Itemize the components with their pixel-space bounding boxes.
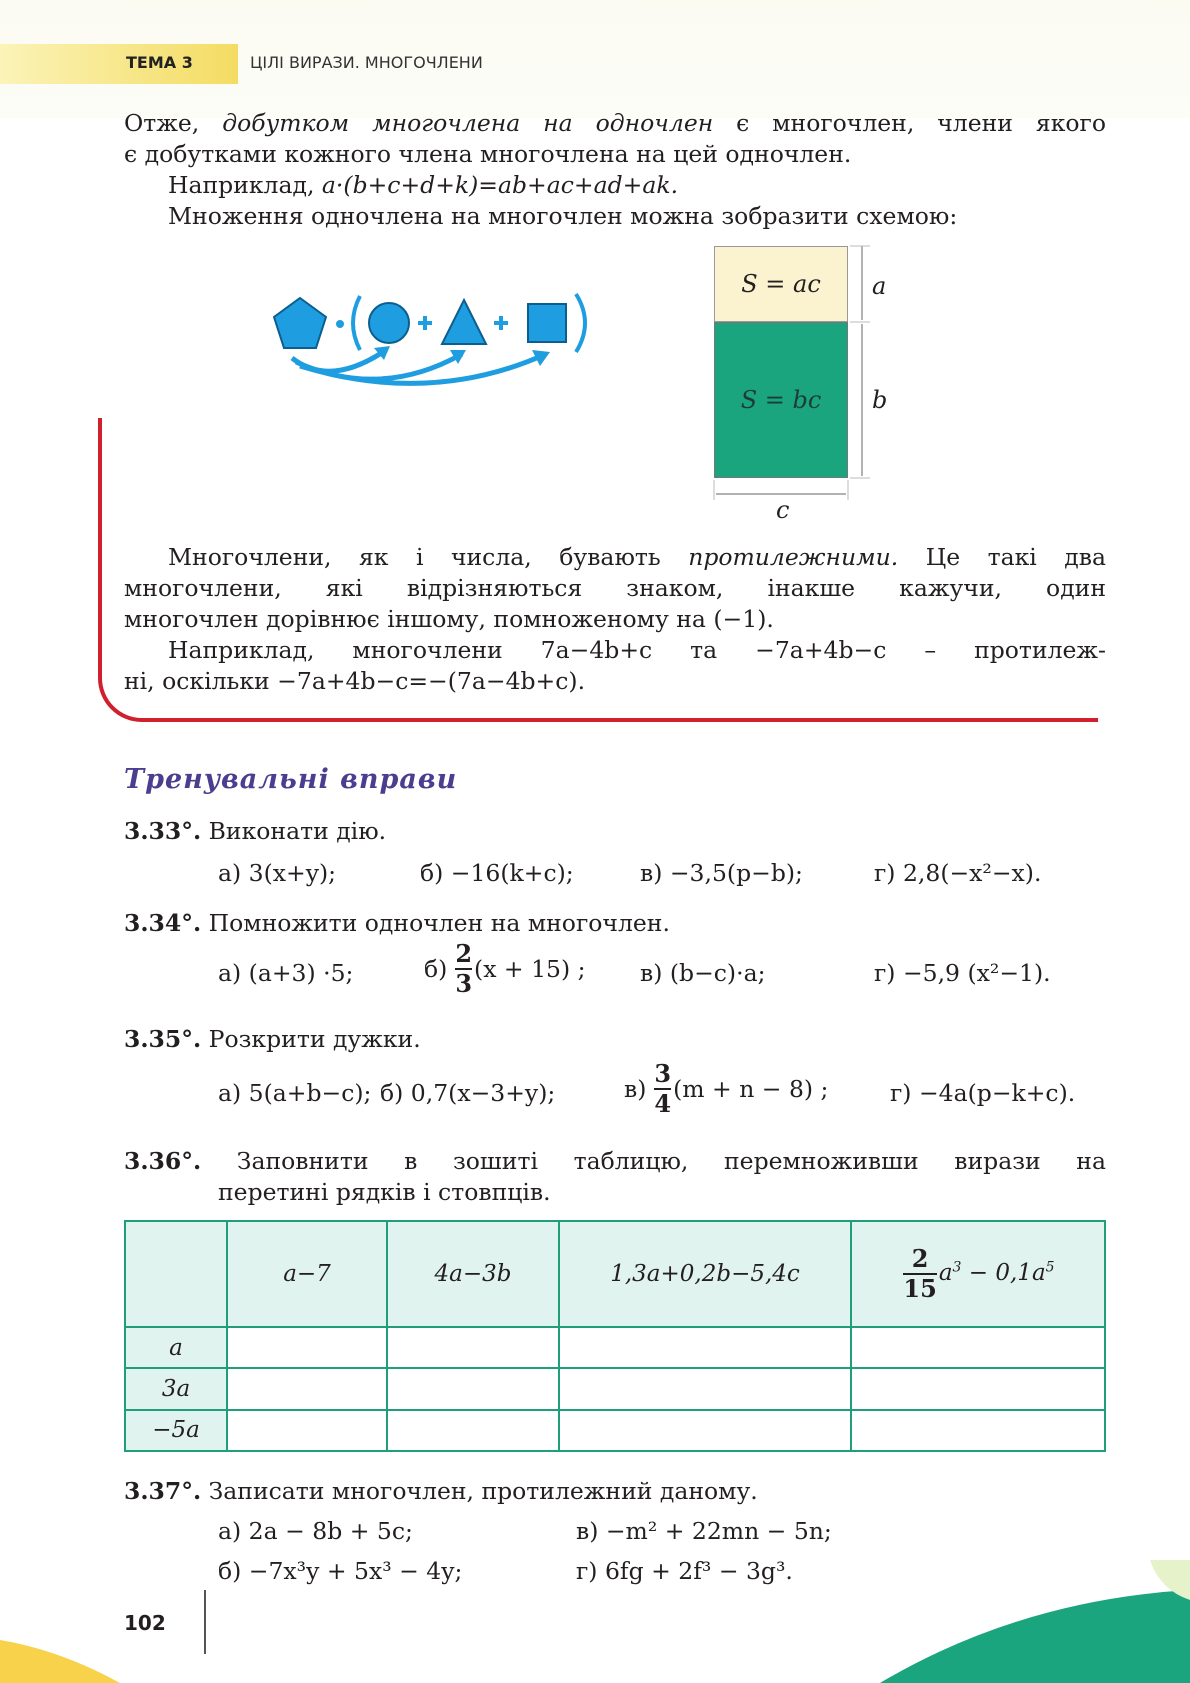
ex-3-33-b: б) −16(k+c); (420, 859, 574, 887)
topic-tab (0, 44, 238, 84)
exercise-3-35: 3.35°. Розкрити дужки. (124, 1025, 421, 1053)
opposite-line-2: многочлени, які відрізняються знаком, інакше кажучи, один (124, 574, 1106, 602)
table-row (125, 1368, 1105, 1409)
pentagon-icon (274, 298, 326, 348)
table-cell[interactable] (559, 1327, 851, 1368)
intro-line-2: є добутками кожного члена многочлена на цей одночлен. (124, 140, 852, 168)
table-cell[interactable] (851, 1410, 1105, 1451)
ex-3-37-c: в) −m² + 22mn − 5n; (576, 1517, 832, 1545)
table-row (125, 1327, 1105, 1368)
exercise-table (124, 1220, 1106, 1452)
table-cell[interactable] (227, 1410, 387, 1451)
page-number-divider (204, 1590, 206, 1654)
decorative-waves (0, 1560, 1190, 1683)
intro-paragraph (124, 108, 1106, 232)
intro-line-1: Отже, добутком многочлена на одночлен є многочлен, члени якого (124, 109, 1106, 137)
ex-3-35-d: г) −4a(p−k+c). (890, 1079, 1076, 1107)
ex-3-34-b: б) $\frac{2}{3}$ (x + 15) ; (424, 939, 586, 998)
topic-name: ЦІЛІ ВИРАЗИ. МНОГОЧЛЕНИ (250, 53, 483, 72)
table-row (125, 1410, 1105, 1451)
plus-icon (418, 316, 432, 330)
intro-line-4: Множення одночлена на многочлен можна зобразити схемою: (168, 202, 958, 230)
table-row-header: −5a (125, 1410, 227, 1451)
side-b-label: b (872, 386, 888, 414)
ex-3-33-c: в) −3,5(p−b); (640, 859, 803, 887)
ex-3-37-a: а) 2a − 8b + 5c; (218, 1517, 413, 1545)
table-col-header: 1,3a+0,2b−5,4c (559, 1221, 851, 1327)
table-corner-cell (125, 1221, 227, 1327)
opposite-paragraph (124, 542, 1106, 697)
arrow-to-triangle-icon (296, 354, 462, 379)
ex-3-34-c: в) (b−c)·a; (640, 959, 766, 987)
table-cell[interactable] (227, 1327, 387, 1368)
table-cell[interactable] (387, 1368, 559, 1409)
opposite-line-4: Наприклад, многочлени 7a−4b+c та −7a+4b−c – протилеж- (168, 636, 1106, 664)
square-icon (528, 304, 566, 342)
table-cell[interactable] (851, 1368, 1105, 1409)
table-row-header: a (125, 1327, 227, 1368)
section-title: Тренувальні вправи (124, 764, 458, 795)
ex-3-35-b: б) 0,7(x−3+y); (380, 1079, 556, 1107)
ex-3-35-c: в) $\frac{3}{4}$ (m + n − 8) ; (624, 1059, 829, 1118)
table-col-header: 4a−3b (387, 1221, 559, 1327)
exercise-3-36: 3.36°. Заповнити в зошиті таблицю, перемноживши вирази на (124, 1147, 1106, 1175)
opposite-line-1: Многочлени, як і числа, бувають протилежними. Це такі два (168, 543, 1106, 571)
plus-icon (494, 316, 508, 330)
table-cell[interactable] (387, 1327, 559, 1368)
ex-3-36-line-2: перетині рядків і стовпців. (218, 1178, 551, 1206)
table-cell[interactable] (559, 1410, 851, 1451)
side-a-label: a (872, 272, 887, 300)
exercise-3-37: 3.37°. Записати многочлен, протилежний даному. (124, 1477, 758, 1505)
table-cell[interactable] (227, 1368, 387, 1409)
multiplication-scheme (270, 288, 600, 398)
table-header-row (125, 1221, 1105, 1327)
topic-label: ТЕМА 3 (126, 53, 193, 72)
right-paren-icon (576, 294, 585, 352)
exercise-3-33: 3.33°. Виконати дію. (124, 817, 387, 845)
table-col-header: $\frac{2}{15}$ $a^3 - 0,1a^5$ (851, 1221, 1105, 1327)
triangle-icon (442, 300, 486, 344)
table-cell[interactable] (559, 1368, 851, 1409)
left-paren-icon (353, 296, 360, 350)
table-cell[interactable] (851, 1327, 1105, 1368)
exercise-3-34: 3.34°. Помножити одночлен на многочлен. (124, 909, 670, 937)
side-c-label: c (776, 496, 790, 524)
ex-3-37-b: б) −7x³y + 5x³ − 4y; (218, 1557, 463, 1585)
ex-3-37-d: г) 6fg + 2f³ − 3g³. (576, 1557, 793, 1585)
table-cell[interactable] (387, 1410, 559, 1451)
area-bottom-label: S = bc (740, 386, 822, 414)
opposite-line-5: ні, оскільки −7a+4b−c=−(7a−4b+c). (124, 667, 586, 695)
table-row-header: 3a (125, 1368, 227, 1409)
page-number: 102 (124, 1611, 166, 1635)
table-col-header: a−7 (227, 1221, 387, 1327)
ex-3-35-a: а) 5(a+b−c); (218, 1079, 372, 1107)
ex-3-33-a: а) 3(x+y); (218, 859, 337, 887)
dot-icon (336, 320, 344, 328)
ex-3-34-d: г) −5,9 (x²−1). (874, 959, 1051, 987)
area-top-label: S = ac (741, 270, 821, 298)
circle-icon (369, 303, 409, 343)
opposite-line-3: многочлен дорівнює іншому, помноженому на (−1). (124, 605, 774, 633)
intro-line-3: Наприклад, a·(b+c+d+k)=ab+ac+ad+ak. (168, 171, 679, 199)
ex-3-33-d: г) 2,8(−x²−x). (874, 859, 1042, 887)
ex-3-34-a: а) (a+3) ·5; (218, 959, 354, 987)
